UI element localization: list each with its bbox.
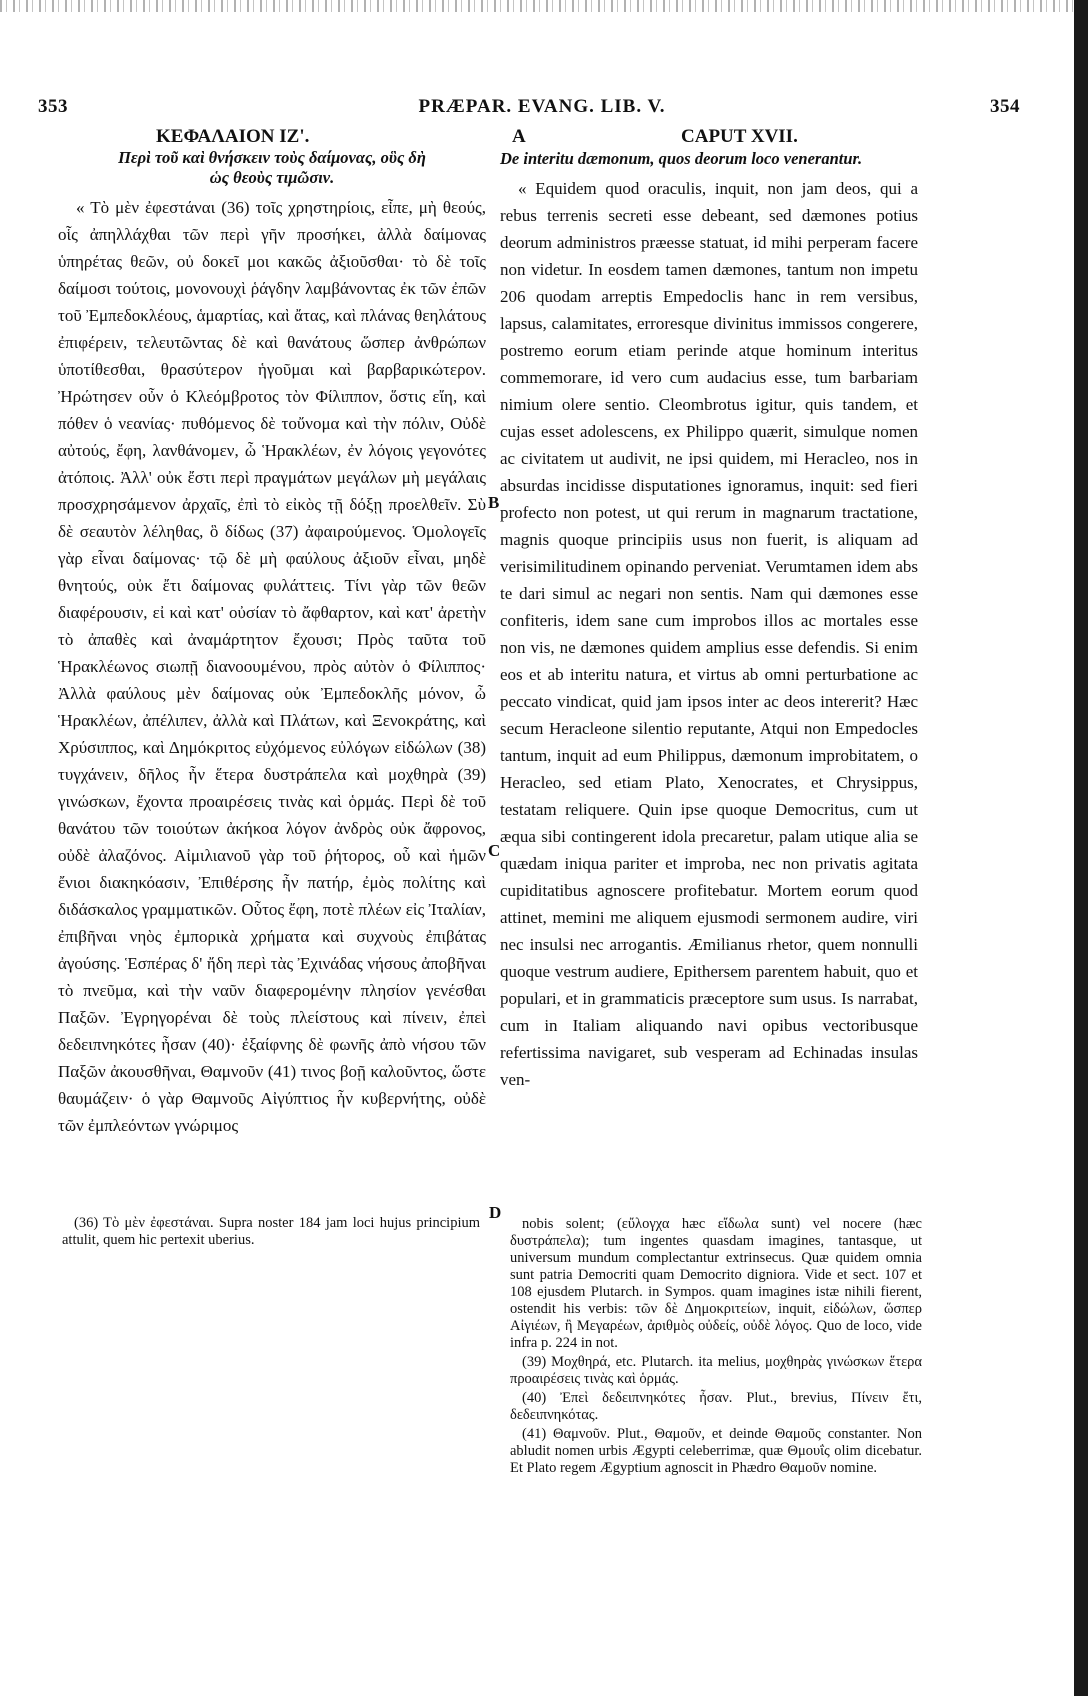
running-title: PRÆPAR. EVANG. LIB. V. (418, 96, 666, 117)
greek-subtitle-line-2: ὡς θεοὺς τιμῶσιν. (209, 168, 335, 187)
margin-letter-b: B (488, 493, 500, 512)
greek-subtitle (58, 148, 486, 188)
scan-edge-right (1074, 0, 1088, 1696)
footnote: (36) Τὸ μὲν ἐφεστάναι. Supra noster 184 jam loci hujus principium attulit, quem hic pertexit uberius. (62, 1215, 480, 1248)
chapter-heading-greek: ΚΕΦΑΛΑΙΟΝ ΙΖ'. (156, 126, 310, 147)
latin-subtitle: De interitu dæmonum, quos deorum loco venerantur. (500, 149, 863, 168)
footnote: (39) Μοχθηρά, etc. Plutarch. ita melius, μοχθηρὰς γινώσκων ἕτερα προαιρέσεις τινὰς καὶ ὁρμάς. (510, 1354, 922, 1387)
page-number-right: 354 (990, 96, 1020, 117)
footnote: (41) Θαμνοῦν. Plut., Θαμοῦν, et deinde Θαμοῦς constanter. Non abludit nomen urbis Ægypti celeberrimæ, quæ Θμουΐς olim dicebatur. Et Plato regem Ægyptium agnoscit in Phædro Θαμοῦν nomine. (510, 1426, 922, 1476)
latin-body-text: « Equidem quod oraculis, inquit, non jam deos, qui a rebus terrenis secreti esse debeant, sed dæmones potius deorum administros præesse statuat, id mihi perperam facere non videtur. In eosdem tamen dæmones, tantum non impetu 206 quodam arreptis Empedoclis hanc in rem versibus, lapsus, calamitates, erroresque divinitus immissos congerere, postremo eorum etiam perinde atque hominum interitus commemorare, id vero cum audacius esse, tum barbariam nimium olere sentio. Cleombrotus igitur, quis tandem, et cujas esset adolescens, ex Philippo quærit, simulque nomen ac civitatem ut audivit, ne ipsi quidem, mi Heracleo, nos in absurdas incidisse disputationes ignoramus, inquit: sed fieri profecto non potest, ut qui rerum in magnarum tractatione, magnis quoque principiis usus non fuerit, is aliquam ad verisimilitudinem opinando perveniat. Verumtamen idem abs te dari simul ac negari non sentis. Nam qui dæmones esse confiteris, idem sane cum improbos illos ac mortales esse non vis, ne dæmones quidem amplius esse defendis. Si enim eos et ab interitu natura, et virtus ab omni perturbatione ac peccato vindicat, quid jam ipsos inter ac deos intererit? Hæc secum Heracleone silentio reputante, Atqui non Empedocles tantum, inquit ad eum Philippus, dæmonum improbitatem, o Heracleo, sed etiam Plato, Xenocrates, et Chrysippus, testatam reliquere. Quin ipse quoque Democritus, cum ut æqua sibi contingerent idola precaretur, palam utique alia se quædam iniqua pariter et improba, nec non privatis agitata cupiditatibus agnoscere profitebatur. Mortem eorum quod attinet, memini me aliquem ejusmodi sermonem audire, viri nec insulsi nec arrogantis. Æmilianus rhetor, quem nonnulli quoque vestrum audiere, Epithersem parentem habuit, quo et populari, et in grammaticis præceptore sum usus. Is narrabat, cum in Italiam aliquando navi opibus vectoribusque refertissima navigaret, sub vesperam ad Echinadas insulas ven- (500, 179, 918, 1089)
footnote: nobis solent; (εὔλογχα hæc εἴδωλα sunt) vel nocere (hæc δυστράπελα); tum ingentes quasdam imagines, tantasque, ut universum mundum complectantur extrinsecus. Quæ quidem omnia sunt patria Democriti quam Democrito digniora. Vide et sect. 107 et 108 ejusdem Plutarch. in Sympos. quam imagines istæ nihili fierent, ostendit his verbis: τῶν δὲ Δημοκριτείων, inquit, εἰδώλων, ὥσπερ Αἰγιέων, ἢ Μεγαρέων, ἀριθμὸς οὐδείς, οὐδὲ λόγος. Quo de loco, vide infra p. 224 in not. (510, 1216, 922, 1351)
margin-letter-c: C (488, 841, 501, 860)
footnotes-left (62, 1215, 480, 1251)
greek-subtitle-line-1: Περὶ τοῦ καὶ θνήσκειν τοὺς δαίμονας, οὓς δὴ (118, 148, 426, 167)
page-number-left: 353 (38, 96, 68, 117)
scan-noise-top (0, 0, 1088, 12)
footnote: (40) Ἐπεὶ δεδειπνηκότες ἦσαν. Plut., brevius, Πίνειν ἔτι, δεδειπνηκότας. (510, 1390, 922, 1423)
footnotes-right (510, 1216, 922, 1479)
latin-column (500, 148, 918, 1093)
chapter-heading-latin: CAPUT XVII. (681, 126, 798, 147)
margin-letter-d: D (489, 1203, 502, 1222)
greek-body-text: « Τὸ μὲν ἐφεστάναι (36) τοῖς χρηστηρίοις, εἶπε, μὴ θεούς, οἷς ἀπηλλάχθαι τῶν περὶ γῆν προσήκει, ἀλλὰ δαίμονας ὑπηρέτας θεῶν, οὐ δοκεῖ μοι κακῶς ἀξιοῦσθαι· τὸ δὲ τοῖς δαίμοσι τούτοις, μονονουχὶ ῥάγδην λαμβάνοντας ἐκ τῶν ἐπῶν τοῦ Ἐμπεδοκλέους, ἁμαρτίας, καὶ ἄτας, καὶ πλάνας θεηλάτους ἐπιφέρειν, τελευτῶντας δὲ καὶ θανάτους ὥσπερ ἀνθρώπων ὑποτίθεσθαι, θρασύτερον ἡγοῦμαι καὶ βαρβαρικώτερον. Ἠρώτησεν οὖν ὁ Κλεόμβροτος τὸν Φίλιππον, ὅστις εἴη, καὶ πόθεν ὁ νεανίας· πυθόμενος δὲ τοὔνομα καὶ τὴν πόλιν, Οὐδὲ αὐτούς, ἔφη, λανθάνομεν, ὦ Ἡρακλέων, ἐν λόγοις γεγονότες ἀτόποις. Ἀλλ' οὐκ ἔστι περὶ πραγμάτων μεγάλων μὴ μεγάλαις προσχρησάμενον ἀρχαῖς, ἐπὶ τὸ εἰκὸς τῇ δόξῃ προελθεῖν. Σὺ δὲ σεαυτὸν λέληθας, ὃ δίδως (37) ἀφαιρούμενος. Ὁμολογεῖς γὰρ εἶναι δαίμονας· τῷ δὲ μὴ φαύλους ἀξιοῦν εἶναι, μηδὲ θνητούς, οὐκ ἔτι δαίμονας φυλάττεις. Τίνι γὰρ τῶν θεῶν διαφέρουσιν, εἰ καὶ κατ' οὐσίαν τὸ ἄφθαρτον, καὶ κατ' ἀρετὴν τὸ ἀπαθὲς καὶ ἀναμάρτητον ἔχουσι; Πρὸς ταῦτα τοῦ Ἡρακλέωνος σιωπῇ διανοουμένου, πρὸς αὐτὸν ὁ Φίλιππος· Ἀλλὰ φαύλους μὲν δαίμονας οὐκ Ἐμπεδοκλῆς μόνον, ὦ Ἡρακλέων, ἀπέλιπεν, ἀλλὰ καὶ Πλάτων, καὶ Ξενοκράτης, καὶ Χρύσιππος, καὶ Δημόκριτος εὐχόμενος εὐλόγων εἰδώλων (38) τυγχάνειν, δῆλος ἦν ἕτερα δυστράπελα καὶ μοχθηρὰ (39) γινώσκων, ἔχοντα προαιρέσεις τινὰς καὶ ὁρμάς. Περὶ δὲ τοῦ θανάτου τῶν τοιούτων ἀκήκοα λόγον ἀνδρὸς οὐκ ἄφρονος, οὐδὲ ἀλαζόνος. Αἰμιλιανοῦ γὰρ τοῦ ῥήτορος, οὗ καὶ ἡμῶν ἔνιοι διακηκόασιν, Ἐπιθέρσης ἦν πατήρ, ἐμὸς πολίτης καὶ διδάσκαλος γραμματικῶν. Οὗτος ἔφη, ποτὲ πλέων εἰς Ἰταλίαν, ἐπιβῆναι νηὸς ἐμπορικὰ χρήματα καὶ συχνοὺς ἐπιβάτας ἀγούσης. Ἑσπέρας δ' ἤδη περὶ τὰς Ἐχινάδας νήσους ἀποβῆναι τὸ πνεῦμα, καὶ τὴν ναῦν διαφερομένην πλησίον γενέσθαι Παξῶν. Ἐγρηγορέναι δὲ τοὺς πλείστους καὶ πίνειν, ἐπεὶ δεδειπνηκότες ἦσαν (40)· ἐξαίφνης δὲ φωνῆς ἀπὸ νήσου τῶν Παξῶν ἀκουσθῆναι, Θαμνοῦν (41) τινος βοῇ καλοῦντος, ὥστε θαυμάζειν· ὁ γὰρ Θαμνοῦς Αἰγύπτιος ἦν κυβερνήτης, οὐδὲ τῶν ἐμπλεόντων γνώριμος (58, 198, 486, 1135)
greek-column (58, 148, 486, 1139)
margin-letter-a: A (512, 126, 526, 147)
